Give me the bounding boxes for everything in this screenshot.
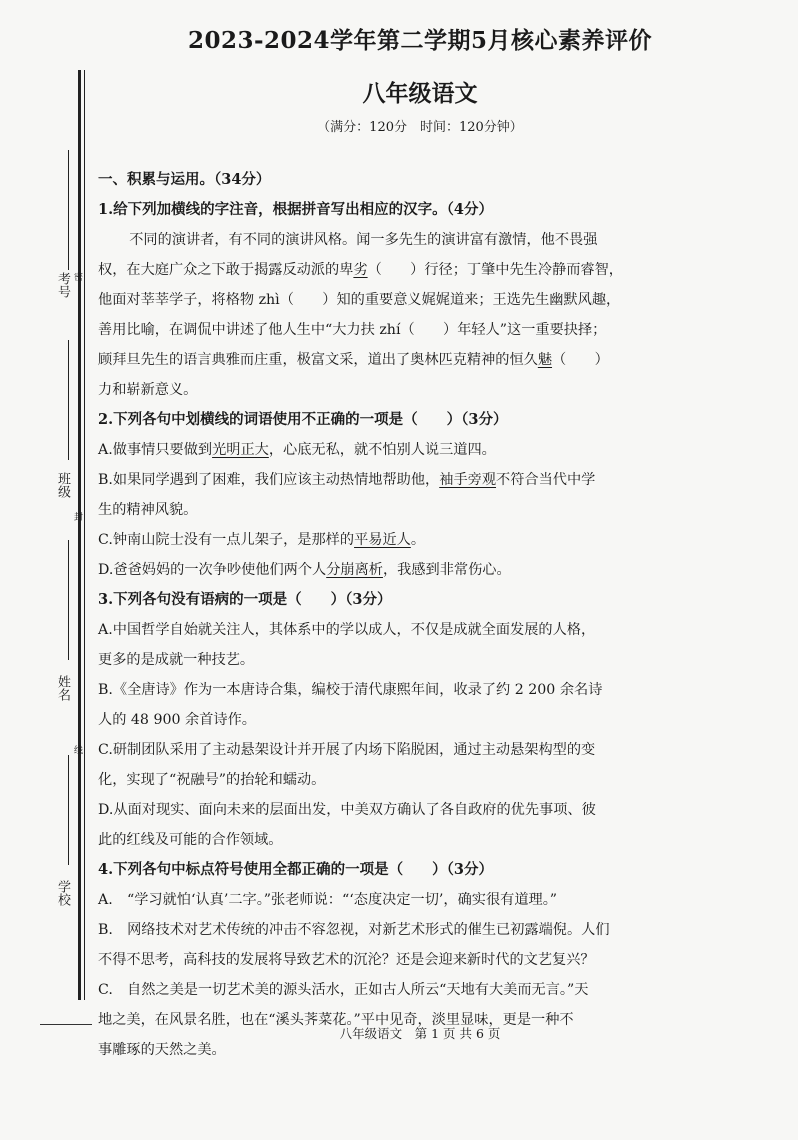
binding-margin xyxy=(0,0,100,1040)
page-footer: 八年级语文 第 1 页 共 6 页 xyxy=(339,1026,501,1041)
question-4-option-c-cont-2: 事雕琢的天然之美。 xyxy=(98,1042,226,1058)
footer-rule xyxy=(40,1024,92,1025)
school-label: 学校 xyxy=(55,880,70,906)
underlined-phrase-d: 分崩离析 xyxy=(326,562,383,578)
question-4-option-b-cont: 不得不思考，高科技的发展将导致艺术的沉沦？还是会迎来新时代的文艺复兴？ xyxy=(98,952,595,968)
question-3-option-a: A.中国哲学自始就关注人，其体系中的学以成人，不仅是成就全面发展的人格， xyxy=(98,622,596,638)
exam-subject: 八年级语文 xyxy=(362,80,478,107)
question-2-stem: 2.下列各句中划横线的词语使用不正确的一项是（ ）（3分） xyxy=(98,411,508,428)
question-4-option-c-cont: 地之美，在风景名胜，也在“溪头荠菜花。”平中见奇，淡里显味，更是一种不 xyxy=(98,1012,574,1028)
question-2-option-b-cont: 生的精神风貌。 xyxy=(98,502,198,518)
exam-content xyxy=(98,165,700,1065)
question-1-line-5: 顾拜旦先生的语言典雅而庄重，极富文采，道出了奥林匹克精神的恒久魅（ ） xyxy=(98,352,609,368)
class-field-line xyxy=(68,340,69,460)
question-2-option-d: D.爸爸妈妈的一次争吵使他们两个人分崩离析，我感到非常伤心。 xyxy=(98,562,511,578)
seal-feng-mark: 封 xyxy=(72,512,82,521)
binding-line-inner xyxy=(84,70,85,1000)
question-4-option-b: B. 网络技术对艺术传统的冲击不容忽视，对新艺术形式的催生已初露端倪。人们 xyxy=(98,922,610,938)
question-3-option-d-cont: 此的红线及可能的合作领域。 xyxy=(98,832,283,848)
question-1-line-6: 力和崭新意义。 xyxy=(98,382,198,398)
question-4-stem: 4.下列各句中标点符号使用全都正确的一项是（ ）（3分） xyxy=(98,861,493,878)
underlined-char-mei: 魅 xyxy=(537,352,553,368)
question-3-stem: 3.下列各句没有语病的一项是（ ）（3分） xyxy=(98,591,392,608)
question-2-option-a: A.做事情只要做到光明正大，心底无私，就不怕别人说三道四。 xyxy=(98,442,496,458)
name-label: 姓名 xyxy=(55,675,70,701)
seal-mi-mark: 密 xyxy=(72,272,82,281)
underlined-phrase-a: 光明正大 xyxy=(212,442,269,458)
question-3-option-a-cont: 更多的是成就一种技艺。 xyxy=(98,652,255,668)
question-3-option-b-cont: 人的 48 900 余首诗作。 xyxy=(98,712,256,728)
underlined-phrase-b: 袖手旁观 xyxy=(439,472,497,488)
question-4-option-a: A. “学习就怕‘认真’二字。”张老师说：“‘态度决定一切’，确实很有道理。” xyxy=(98,892,558,908)
exam-title: 2023-2024学年第二学期5月核心素养评价 xyxy=(187,27,653,54)
section-heading: 一、积累与运用。（34分） xyxy=(98,171,271,188)
question-3-option-d: D.从面对现实、面向未来的层面出发，中美双方确认了各自政府的优先事项、彼 xyxy=(98,802,596,818)
exam-no-label: 考号 xyxy=(55,272,70,298)
question-3-option-c: C.研制团队采用了主动悬架设计并开展了内场下陷脱困，通过主动悬架构型的变 xyxy=(98,742,596,758)
question-1-line-2: 权，在大庭广众之下敢于揭露反动派的卑劣（ ）行径；丁肇中先生冷静而睿智， xyxy=(98,262,623,278)
question-3-option-c-cont: 化，实现了“祝融号”的抬轮和蠕动。 xyxy=(98,772,326,788)
exam-no-field-line xyxy=(68,150,69,270)
underlined-char-lie: 劣 xyxy=(353,262,368,278)
seal-xian-mark: 线 xyxy=(72,745,82,754)
class-label: 班级 xyxy=(55,472,70,498)
school-field-line xyxy=(68,755,69,865)
question-1-line-4: 善用比喻，在调侃中讲述了他人生中“大力扶 zhí（ ）年轻人”这一重要抉择； xyxy=(98,322,607,338)
binding-line-outer xyxy=(78,70,81,1000)
question-2-option-c: C.钟南山院士没有一点儿架子，是那样的平易近人。 xyxy=(98,532,426,548)
underlined-phrase-c: 平易近人 xyxy=(354,532,411,548)
question-1-line-1: 不同的演讲者，有不同的演讲风格。闻一多先生的演讲富有激情，他不畏强 xyxy=(129,232,598,248)
question-4-option-c: C. 自然之美是一切艺术美的源头活水，正如古人所云“天地有大美而无言。”天 xyxy=(98,982,589,998)
name-field-line xyxy=(68,540,69,660)
question-2-option-b: B.如果同学遇到了困难，我们应该主动热情地帮助他，袖手旁观不符合当代中学 xyxy=(98,472,596,488)
question-3-option-b: B.《全唐诗》作为一本唐诗合集，编校于清代康熙年间，收录了约 2 200 余名诗 xyxy=(98,682,603,698)
question-1-line-3: 他面对莘莘学子，将格物 zhì（ ）知的重要意义娓娓道来；王选先生幽默风趣， xyxy=(98,292,621,308)
question-1-stem: 1.给下列加横线的字注音，根据拼音写出相应的汉字。（4分） xyxy=(98,201,493,218)
score-time-info: （满分：120分 时间：120分钟） xyxy=(317,120,523,135)
